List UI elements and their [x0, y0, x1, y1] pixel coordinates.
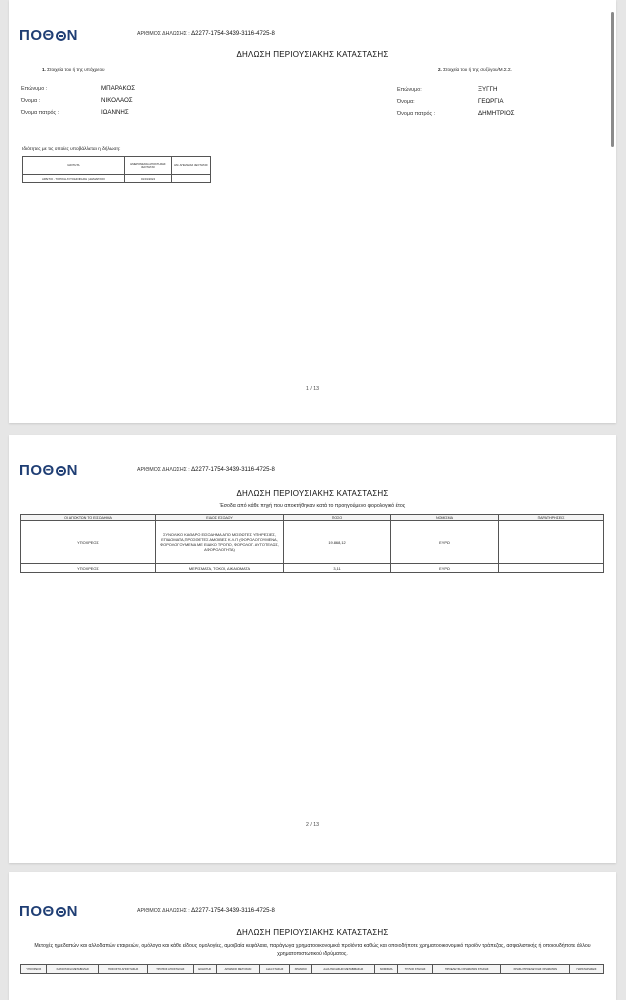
declaration-number: ΑΡΙΘΜΟΣ ΔΗΛΩΣΗΣ : Δ2277-1754-3439-3116-4725-8 [137, 31, 275, 37]
column-header: ΗΜ. ΑΠΩΛΕΙΑΣ ΙΔΙΟΤΗΤΑΣ [172, 157, 211, 175]
spouse-surname-value: ΞΥΓΓΗ [478, 86, 498, 93]
column-header: ΚΑΤΑΣΤΑΣΗ ΜΕΤΑΒΟΛΗΣ [47, 965, 99, 974]
column-header: ΤΡΟΠΟΣ ΑΠΟΚΤΗΣΗΣ [147, 965, 193, 974]
table-row [23, 175, 211, 183]
column-header: ΙΔΙΟΤΗΤΑ [23, 157, 125, 175]
document-page-2 [9, 435, 616, 863]
document-title: ΔΗΛΩΣΗ ΠΕΡΙΟΥΣΙΑΚΗΣ ΚΑΤΑΣΤΑΣΗΣ [236, 928, 389, 937]
obligor-father-value: ΙΩΑΝΝΗΣ [101, 109, 129, 116]
column-header: ΤΙΤΛΟΣ ΚΤΗΣΗΣ [398, 965, 433, 974]
section-subtitle: Μετοχές ημεδαπών και αλλοδαπών εταιρειών, ομόλογα και κάθε είδους ομολογίες, αμοιβαία κεφάλαια, παράγωγα χρηματοοικονομικά προϊόντα καθώς και οποιοδήποτε χρηματοοικονομικό προϊόν τράπεζας, ασφαλιστικής ή οποιουδήποτε άλλου χρηματοπιστωτικού ιδρύματος. [34, 943, 591, 957]
table-cell: ΜΕΡΙΣΜΑΤΑ, ΤΟΚΟΙ, ΔΙΚΑΙΩΜΑΤΑ [156, 564, 284, 573]
column-header: ΕΚΔΟΤΗΣ [193, 965, 216, 974]
document-title: ΔΗΛΩΣΗ ΠΕΡΙΟΥΣΙΑΚΗΣ ΚΑΤΑΣΤΑΣΗΣ [236, 489, 389, 498]
column-header: ΠΟΣΟ [284, 515, 391, 521]
column-header: ΧΡΗΣΗ ΠΡΟΕΛΕΥΣΗΣ ΧΡΗΜΑΤΩΝ [501, 965, 570, 974]
table-header-row [21, 965, 604, 974]
obligor-section-header: 1. Στοιχεία του ή της υπόχρεου [42, 67, 105, 72]
table-row [21, 521, 604, 564]
page-number: 1 / 13 [306, 386, 319, 392]
pothen-logo: ΠΟΘ Ν [19, 462, 79, 479]
table-cell [499, 521, 604, 564]
pothen-logo: ΠΟΘ Ν [19, 903, 79, 920]
column-header: ΑΞΙΑ ΠΩΛΗΣΗΣ/ ΜΕΤΑΒΙΒΑΣΗΣ [312, 965, 375, 974]
properties-table [22, 156, 211, 183]
spouse-name-value: ΓΕΩΡΓΙΑ [478, 98, 504, 105]
obligor-father-label: Όνομα πατρός : [21, 110, 60, 116]
table-row [21, 564, 604, 573]
table-cell: 3,11 [284, 564, 391, 573]
declaration-number: ΑΡΙΘΜΟΣ ΔΗΛΩΣΗΣ : Δ2277-1754-3439-3116-4725-8 [137, 908, 275, 914]
column-header: ΝΟΜΙΣΜΑ [391, 515, 499, 521]
column-header: ΑΞΙΑ ΚΤΗΣΗΣ [260, 965, 290, 974]
spouse-name-label: Όνομα: [397, 99, 415, 105]
column-header: ΕΙΔΟΣ ΕΣΟΔΟΥ [156, 515, 284, 521]
document-page-3 [9, 872, 616, 1000]
page-number: 2 / 13 [306, 822, 319, 828]
column-header: ΑΡΙΘΜΟΣ ΜΕΤΟΧΩΝ [216, 965, 259, 974]
income-table [20, 514, 604, 573]
column-header: ΠΑΡΑΤΗΡΗΣΕΙΣ [499, 515, 604, 521]
column-header: ΥΠΟΧΡΕΟΣ [21, 965, 47, 974]
column-header: ΝΟΜΙΣΜΑ [375, 965, 398, 974]
section-subtitle: Έσοδα από κάθε πηγή που αποκτήθηκαν κατά το προηγούμενο φορολογικό έτος [219, 503, 406, 509]
column-header: ΠΟΣΟΣΤΟ ΑΠΟΚΤΗΣΗΣ [99, 965, 148, 974]
obligor-name-value: ΝΙΚΟΛΑΟΣ [101, 97, 133, 104]
column-header: ΧΡΗΜ/ΚΟ [290, 965, 312, 974]
document-page-1 [9, 0, 616, 423]
column-header: ΠΑΡΑΤΗΡΗΣΕΙΣ [570, 965, 604, 974]
table-cell: ΕΥΡΩ [391, 521, 499, 564]
table-cell: ΕΥΡΩ [391, 564, 499, 573]
spouse-father-value: ΔΗΜΗΤΡΙΟΣ [478, 110, 515, 117]
document-title: ΔΗΛΩΣΗ ΠΕΡΙΟΥΣΙΑΚΗΣ ΚΑΤΑΣΤΑΣΗΣ [236, 50, 389, 59]
table-cell [172, 175, 211, 183]
declaration-number: ΑΡΙΘΜΟΣ ΔΗΛΩΣΗΣ : Δ2277-1754-3439-3116-4725-8 [137, 467, 275, 473]
table-cell: 01/01/2024 [125, 175, 172, 183]
table-cell: ΑΙΡΕΤΟΙ - ΤΟΠΙΚΗ ΑΥΤΟΔΙΟΙΚΗΣΗ | ΔΗΜΑΡΧΟΣ [23, 175, 125, 183]
spouse-surname-label: Επώνυμο: [397, 87, 422, 93]
obligor-surname-label: Επώνυμο : [21, 86, 48, 92]
pothen-logo: ΠΟΘ Ν [19, 27, 79, 44]
column-header: ΗΜΕΡΟΜΗΝΙΑ ΑΠΟΚΤΗΣΗΣ ΙΔΙΟΤΗΤΑΣ [125, 157, 172, 175]
obligor-name-label: Όνομα : [21, 98, 41, 104]
properties-caption: Ιδιότητες με τις οποίες υποβάλλεται η δήλωση: [22, 147, 121, 152]
scrollbar-thumb[interactable] [611, 12, 614, 147]
table-cell: ΥΠΟΧΡΕΟΣ [21, 564, 156, 573]
spouse-section-header: 2. Στοιχεία του ή της συζύγου/Μ.Σ.Σ. [438, 67, 513, 72]
table-header-row [23, 157, 211, 175]
obligor-surname-value: ΜΠΑΡΑΚΟΣ [101, 85, 136, 92]
table-cell [499, 564, 604, 573]
securities-table [20, 964, 604, 974]
column-header: ΟΙ ΑΠΟΚΤΩΝ ΤΟ ΕΙΣΟΔΗΜΑ [21, 515, 156, 521]
spouse-father-label: Όνομα πατρός : [397, 111, 436, 117]
table-cell: ΣΥΝΟΛΙΚΟ ΚΑΘΑΡΟ ΕΙΣΟΔΗΜΑ ΑΠΟ ΜΙΣΘΩΤΕΣ ΥΠΗΡΕΣΙΕΣ, ΕΠΙΔΟΜΑΤΑ,ΠΡΟΣΘΕΤΕΣ ΑΜΟΙΒΕΣ Κ.Λ.Π (ΦΟΡΟΛΟΓΟΥΜΕΝΑ, ΦΟΡΟΛΟΓΟΥΜΕΝΑ ΜΕ ΕΙΔΙΚΟ ΤΡΟΠΟ, ΦΟΡΟΛΟΓ. ΑΥΤΟΤΕΛΩΣ, ΑΦΟΡΟΛΟΓΗΤΑ) [156, 521, 284, 564]
table-cell: 19.868,12 [284, 521, 391, 564]
table-cell: ΥΠΟΧΡΕΟΣ [21, 521, 156, 564]
column-header: ΠΡΟΕΛΕΥΣΗ ΧΡΗΜΑΤΩΝ ΚΤΗΣΗΣ [433, 965, 501, 974]
